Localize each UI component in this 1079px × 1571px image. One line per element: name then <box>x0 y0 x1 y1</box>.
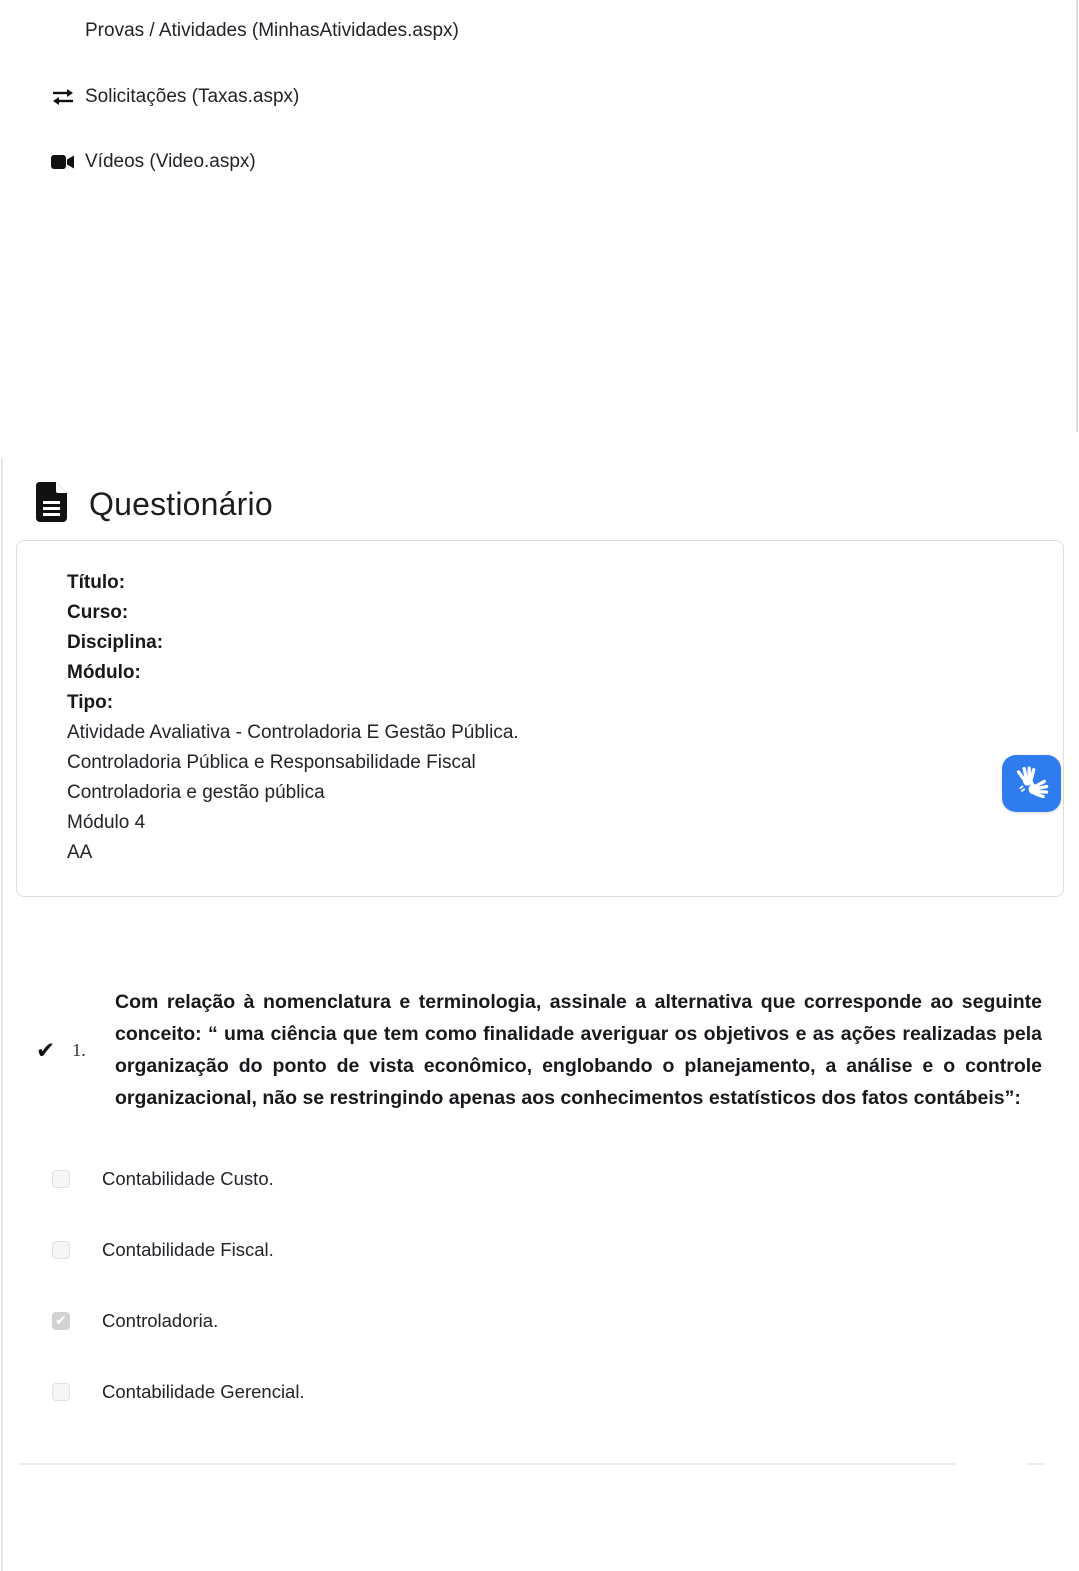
info-value-curso: Controladoria Pública e Responsabilidade Fiscal <box>67 752 476 773</box>
info-value-disciplina: Controladoria e gestão pública <box>67 782 325 803</box>
option-row <box>52 1239 274 1261</box>
quiz-info-card <box>16 540 1064 897</box>
option-checkbox[interactable] <box>52 1383 70 1401</box>
swap-arrows-icon <box>50 86 76 108</box>
menu-item-provas-atividades[interactable] <box>85 20 459 42</box>
option-label: Contabilidade Fiscal. <box>102 1239 274 1260</box>
info-label-tipo: Tipo: <box>67 692 114 713</box>
menu-item-solicitacoes[interactable] <box>85 86 299 108</box>
menu-item-label: Vídeos (Video.aspx) <box>85 151 256 172</box>
question-1 <box>36 986 1042 1114</box>
document-icon <box>36 482 67 527</box>
option-checkbox[interactable] <box>52 1170 70 1188</box>
option-checkbox[interactable] <box>52 1312 70 1330</box>
video-camera-icon <box>50 151 76 173</box>
page-title: Questionário <box>89 486 273 522</box>
sign-language-hands-icon <box>1013 764 1051 803</box>
menu-item-label: Solicitações (Taxas.aspx) <box>85 86 300 107</box>
section-header <box>36 482 273 527</box>
info-label-modulo: Módulo: <box>67 662 141 683</box>
option-row <box>52 1310 218 1332</box>
right-border-line <box>1076 0 1078 432</box>
answered-checkmark-icon: ✔ <box>36 1036 56 1063</box>
option-row <box>52 1381 305 1403</box>
info-label-disciplina: Disciplina: <box>67 632 164 653</box>
info-value-modulo: Módulo 4 <box>67 812 146 833</box>
hand-talk-libras-button[interactable] <box>1002 755 1061 812</box>
info-value-tipo: AA <box>67 842 93 863</box>
option-label: Contabilidade Gerencial. <box>102 1381 305 1402</box>
left-border-line <box>1 458 3 1571</box>
question-text: Com relação à nomenclatura e terminologia, assinale a alternativa que corresponde ao seguinte conceito: “ uma ciência que tem como finalidade averiguar os objetivos e as ações realizadas pela organização do ponto de vista econômico, englobando o planejamento, a análise e o controle organizacional, não se restringindo apenas aos conhecimentos estatísticos dos fatos contábeis”: <box>115 991 1042 1109</box>
info-label-curso: Curso: <box>67 602 129 623</box>
option-label: Contabilidade Custo. <box>102 1168 274 1189</box>
question-number: 1. <box>72 1039 86 1060</box>
question-marker <box>36 1036 115 1063</box>
option-label: Controladoria. <box>102 1310 219 1331</box>
bottom-divider-segment <box>1026 1463 1045 1465</box>
menu-item-label: Provas / Atividades (MinhasAtividades.aspx) <box>85 20 459 41</box>
info-label-titulo: Título: <box>67 572 126 593</box>
info-value-titulo: Atividade Avaliativa - Controladoria E Gestão Pública. <box>67 722 519 743</box>
option-checkbox[interactable] <box>52 1241 70 1259</box>
option-row <box>52 1168 274 1190</box>
menu-item-videos[interactable] <box>85 151 256 173</box>
bottom-divider <box>18 1463 955 1465</box>
